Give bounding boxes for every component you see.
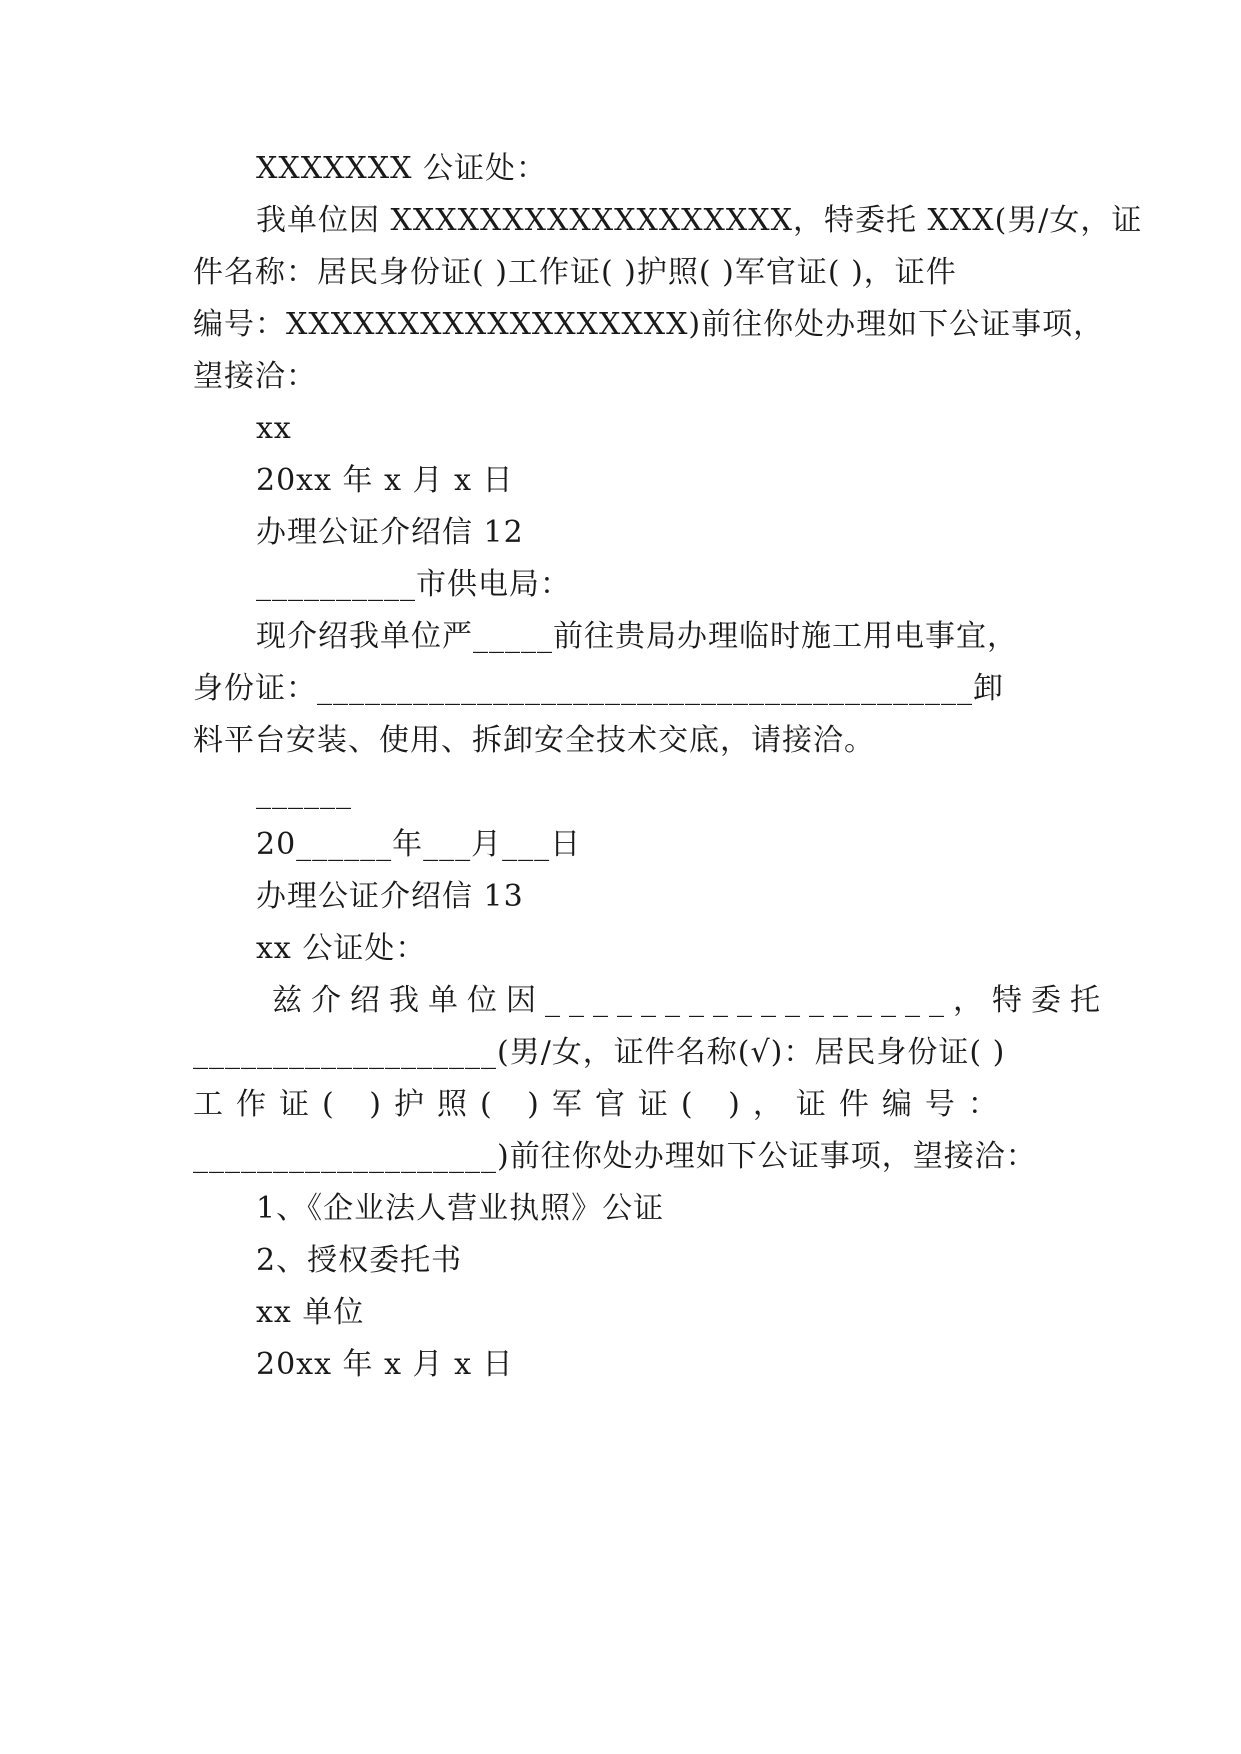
letter3-date: 20xx 年 x 月 x 日 [256,1347,514,1382]
letter1-signer: xx [256,411,292,446]
letter2-date: 20______年___月___日 [256,827,582,862]
letter2-salutation: __________市供电局： [256,567,571,602]
letter3-heading: 办理公证介绍信 13 [256,879,524,914]
letter1-body-line-3: 编号：XXXXXXXXXXXXXXXXXX)前往你处办理如下公证事项， [193,307,1105,342]
letter2-body-line-3: 料平台安装、使用、拆卸安全技术交底，请接洽。 [193,723,875,758]
letter2-body-line-2: 身份证：_________________________________________卸 [193,671,1004,706]
letter3-item-1: 1、《企业法人营业执照》公证 [256,1191,665,1226]
letter1-body-line-2: 件名称：居民身份证( )工作证( )护照( )军官证( )，证件 [193,255,957,290]
letter1-date: 20xx 年 x 月 x 日 [256,463,514,498]
letter3-salutation: xx 公证处： [256,931,427,966]
letter1-body-line-1: 我单位因 XXXXXXXXXXXXXXXXXX，特委托 XXX(男/女，证 [256,203,1143,238]
letter1-salutation: XXXXXXX 公证处： [256,151,548,186]
letter3-item-2: 2、授权委托书 [256,1243,463,1278]
letter3-body-line-3: 工作证( )护照( )军官证( )，证件编号： [193,1087,1011,1122]
letter2-signer: ______ [256,775,352,810]
letter3-body-line-1: 兹介绍我单位因_________________，特委托 [272,983,1109,1018]
letter3-body-line-4: ___________________)前往你处办理如下公证事项，望接洽： [193,1139,1037,1174]
letter1-body-line-4: 望接洽： [193,359,317,394]
letter3-signer: xx 单位 [256,1295,365,1330]
letter3-body-line-2: ___________________(男/女，证件名称(√)：居民身份证( ) [193,1035,1006,1070]
letter2-heading: 办理公证介绍信 12 [256,515,524,550]
letter2-body-line-1: 现介绍我单位严_____前往贵局办理临时施工用电事宜， [256,619,1018,654]
